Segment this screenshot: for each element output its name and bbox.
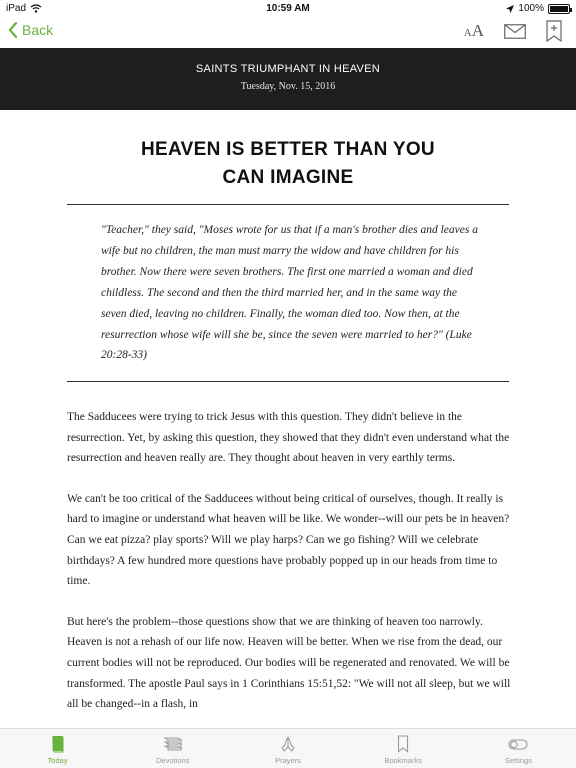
series-title: SAINTS TRIUMPHANT IN HEAVEN [195, 63, 381, 75]
body-paragraph: But here's the problem--those questions show that we are thinking of heaven too narrowly. Heaven is not a rehash of our life now. Heaven will be better. When we rise from the dead, our current bodies will not be reproduced. Our bodies will be regenerated and renovated. We will be transformed. The apostle Paul says in 1 Corinthians 15:51,52: "We will not all sleep, but we will all be changed--in a flash, in [67, 615, 511, 711]
back-button[interactable] [8, 22, 53, 38]
font-size-button[interactable] [464, 21, 484, 41]
devotion-title [0, 136, 576, 192]
devotion-title-line-2: CAN IMAGINE [222, 167, 354, 188]
scripture-top-divider [67, 204, 509, 205]
body-paragraph: The Sadducees were trying to trick Jesus with this question. They didn't believe in the resurrection. Yet, by asking this question, they showed that they didn't even understand what the resurrection and heaven really are. They thought about heaven in very earthly terms. [67, 411, 510, 465]
devotion-content[interactable] [0, 110, 576, 728]
tab-bookmarks[interactable] [346, 729, 461, 768]
nav-bar [0, 18, 576, 48]
bookmark-icon [397, 735, 409, 753]
battery-icon [548, 4, 570, 14]
back-label: Back [22, 22, 54, 38]
status-right [506, 3, 570, 14]
devotion-body [67, 407, 511, 728]
body-paragraph: We can't be too critical of the Sadducees without being critical of ourselves, though. It really is hard to imagine or understand what heaven will be like. We wonder--will our pets be in heaven? Can we eat pizza? play sports? Will we play harps? Can we go fishing? Will we celebrate birthdays? A few hundred more questions have probably popped up in our heads from time to time. [67, 492, 510, 588]
font-size-small-glyph: A [463, 27, 472, 39]
books-icon [163, 735, 183, 753]
toggle-icon [508, 735, 528, 753]
tab-label: Settings [504, 756, 532, 765]
scripture-quote: "Teacher," they said, "Moses wrote for us that if a man's brother dies and leaves a wife but no children, the man must marry the widow and have children for his brother. Now there were seven brothers. The first one married a woman and died childless. The second and then the third married her, and in the same way the seven died, leaving no children. Finally, the woman died too. Now then, at the resurrection whose wife will she be, since the seven were married to her?" (Luke 20:28-33) [101, 224, 478, 362]
tab-label: Today [47, 756, 68, 765]
battery-percent: 100% [518, 3, 544, 14]
series-header [0, 48, 576, 110]
chevron-left-icon [8, 22, 18, 38]
status-time: 10:59 AM [266, 3, 310, 14]
devotion-date: Tuesday, Nov. 15, 2016 [240, 81, 336, 92]
location-arrow-icon [506, 5, 514, 13]
device-label: iPad [6, 3, 27, 14]
font-size-big-glyph: A [471, 21, 484, 40]
praying-hands-icon [279, 735, 297, 753]
add-bookmark-icon[interactable] [546, 20, 562, 42]
mail-icon[interactable] [504, 24, 526, 39]
tab-today[interactable] [0, 729, 115, 768]
book-icon [51, 735, 65, 753]
nav-actions [464, 20, 562, 42]
tab-prayers[interactable] [230, 729, 345, 768]
tab-bar [0, 728, 576, 768]
status-bar [0, 0, 576, 18]
tab-settings[interactable] [461, 729, 576, 768]
scripture-bottom-divider [67, 381, 509, 382]
tab-label: Devotions [156, 756, 190, 765]
devotion-title-line-1: HEAVEN IS BETTER THAN YOU [141, 139, 435, 160]
tab-label: Bookmarks [384, 756, 422, 765]
tab-devotions[interactable] [115, 729, 230, 768]
tab-label: Prayers [275, 756, 301, 765]
